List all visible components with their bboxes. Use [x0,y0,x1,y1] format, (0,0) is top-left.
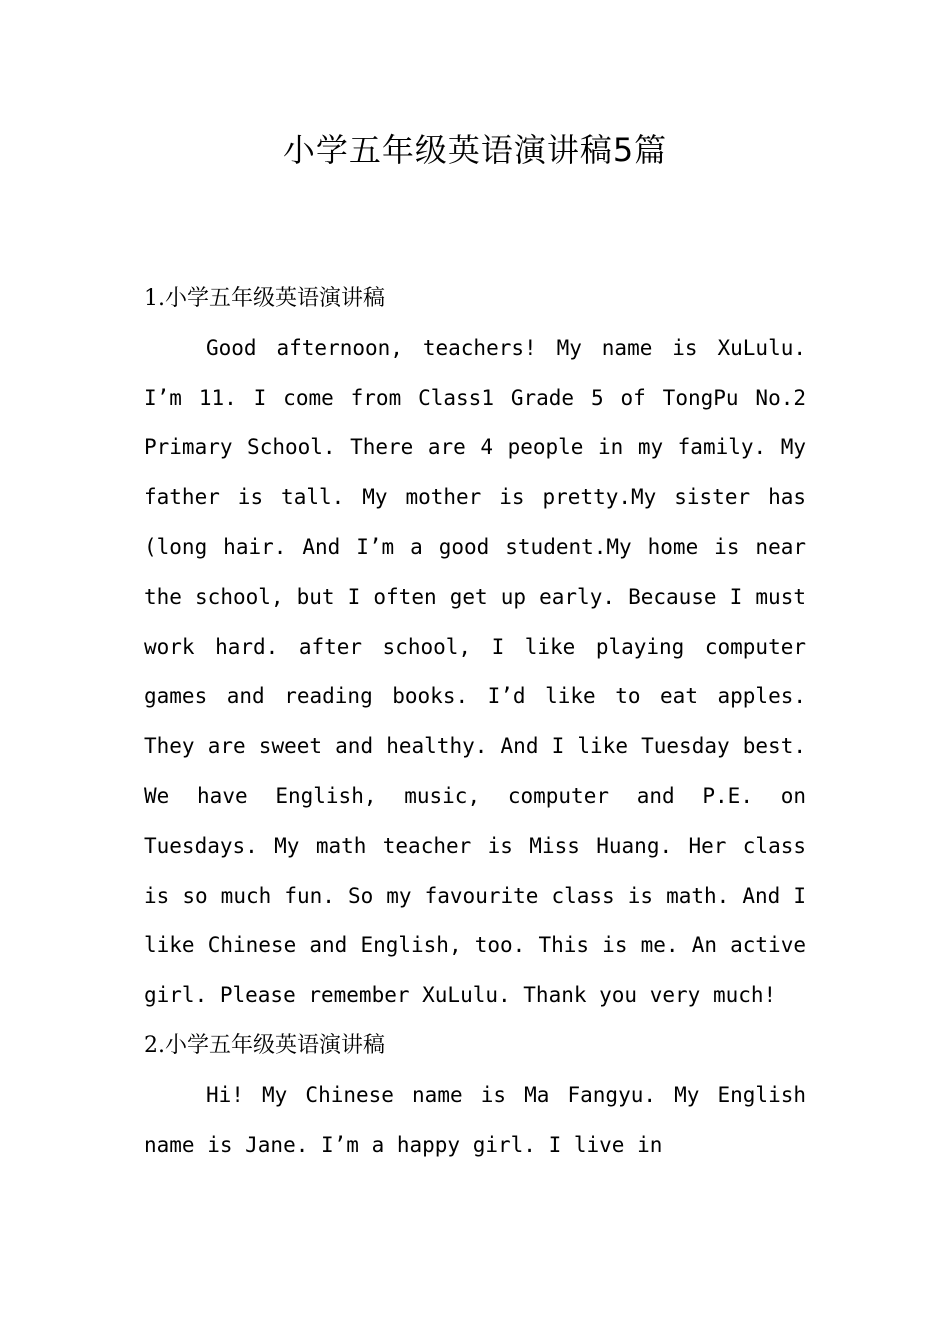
section-2 [144,1021,806,1170]
section-heading: 2.小学五年级英语演讲稿 [144,1032,385,1058]
section-heading: 1.小学五年级英语演讲稿 [144,286,385,311]
section-paragraph: Hi! My Chinese name is Ma Fangyu. My English name is Jane. I’m a happy girl. I live in [144,1082,806,1157]
document-body [144,274,806,1170]
section-1 [144,274,806,1021]
section-paragraph: Good afternoon, teachers! My name is XuLulu. I’m 11. I come from Class1 Grade 5 of TongPu No.2 Primary School. There are 4 people in my family. My father is tall. My mother is pretty.My sister has (long hair. And I’m a good student.My home is near the school, but I often get up early. Because I must work hard. after school, I like playing computer games and reading books. I’d like to eat apples. They are sweet and healthy. And I like Tuesday best. We have English, music, computer and P.E. on Tuesdays. My math teacher is Miss Huang. Her class is so much fun. So my favourite class is math. And I like Chinese and English, too. This is me. An active girl. Please remember XuLulu. Thank you very much! [144,335,806,1008]
document-title: 小学五年级英语演讲稿5篇 [282,131,668,169]
